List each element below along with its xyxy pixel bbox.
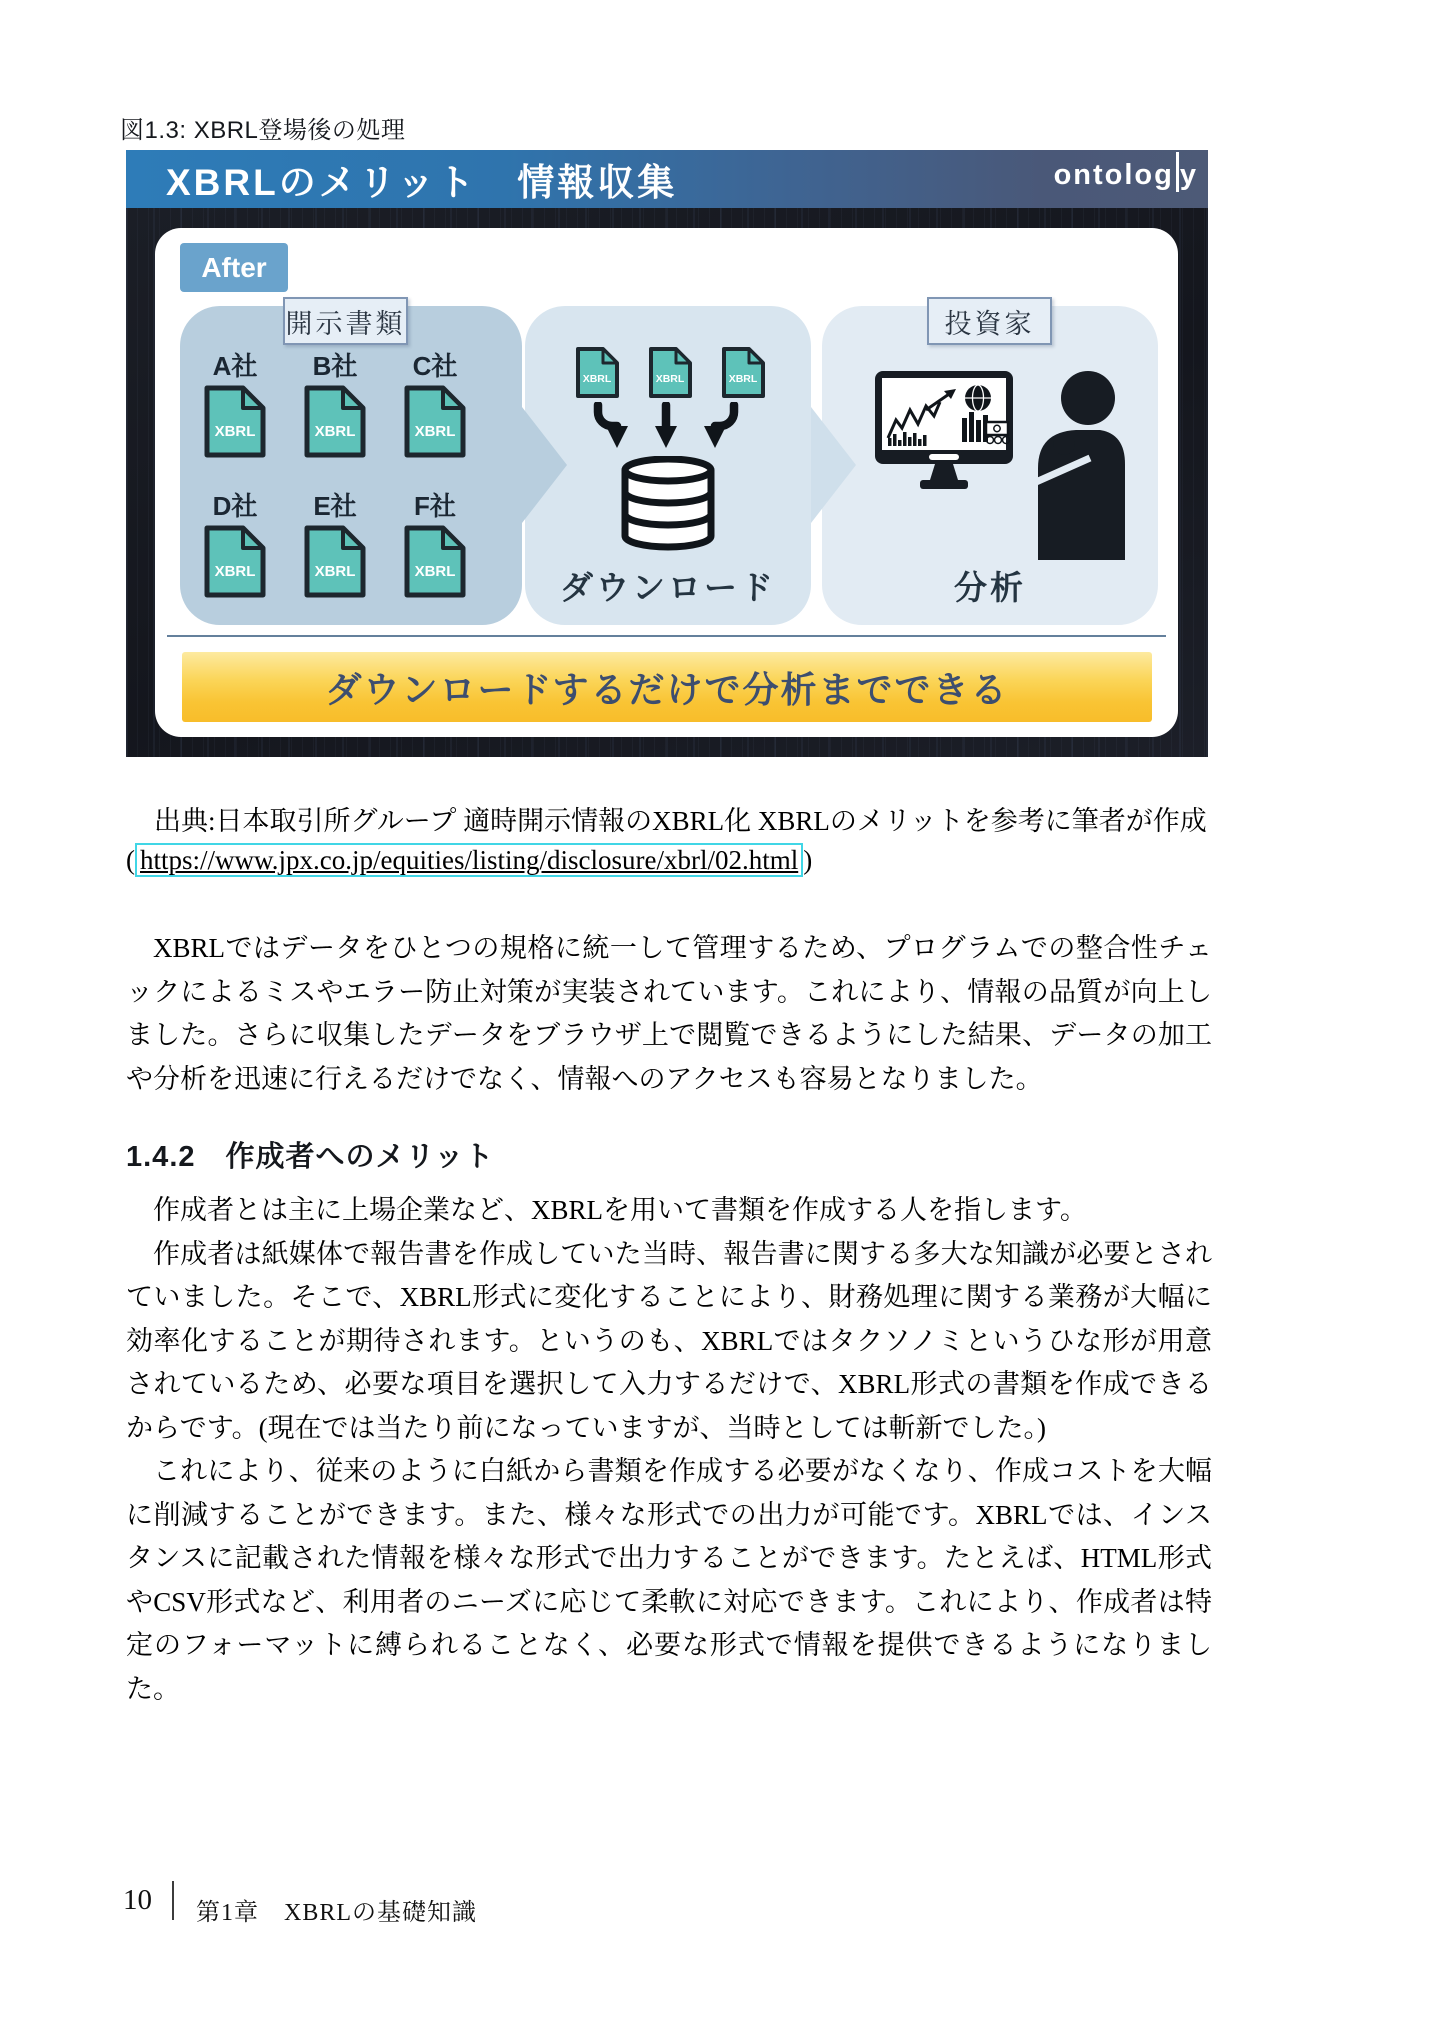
company-label: A社 — [212, 351, 258, 381]
figure-caption: 図1.3: XBRL登場後の処理 — [120, 117, 406, 144]
analysis-panel — [822, 306, 1158, 625]
xbrl-document-icon — [303, 384, 367, 459]
download-panel — [525, 306, 811, 625]
figure-xbrl-merit — [126, 150, 1208, 757]
footer-chapter: 第1章 XBRLの基礎知識 — [196, 1900, 478, 1926]
disclosure-label-box: 開示書類 — [283, 297, 408, 345]
svg-text:XBRL: XBRL — [214, 563, 256, 580]
monitor-chart-icon — [874, 370, 1014, 494]
download-label: ダウンロード — [560, 569, 776, 606]
company-doc-group — [403, 351, 467, 459]
xbrl-document-icon — [403, 384, 467, 459]
body-block — [126, 927, 1212, 1101]
ontology-logo: ontolog y — [1054, 152, 1198, 192]
divider — [167, 635, 1166, 637]
after-badge: After — [180, 243, 288, 292]
figure-banner-title: XBRLのメリット 情報収集 — [166, 162, 678, 203]
chevron-right-icon — [522, 407, 567, 523]
company-doc-group — [303, 351, 367, 459]
svg-text:XBRL: XBRL — [655, 373, 685, 385]
logo-bar-decoration — [1176, 152, 1179, 192]
body-paragraph: 作成者は紙媒体で報告書を作成していた当時、報告書に関する多大な知識が必要とされていました。そこで、XBRL形式に変化することにより、財務処理に関する業務が大幅に効率化することが期待されます。というのも、XBRLではタクソノミというひな形が用意されているため、必要な項目を選択して入力するだけで、XBRL形式の書類を作成できるからです。(現在では当たり前になっていますが、当時としては斬新でした。) — [126, 1238, 1212, 1443]
section-title: 作成者へのメリット — [225, 1141, 495, 1173]
citation-link[interactable]: https://www.jpx.co.jp/equities/listing/disclosure/xbrl/02.html — [135, 843, 803, 877]
database-icon — [618, 456, 718, 556]
xbrl-document-icon — [203, 524, 267, 599]
company-doc-group — [203, 351, 267, 459]
company-doc-group — [303, 491, 367, 599]
xbrl-document-icon — [303, 524, 367, 599]
company-doc-group — [203, 491, 267, 599]
svg-text:XBRL: XBRL — [582, 373, 612, 385]
company-label: E社 — [313, 491, 357, 521]
figure-header-banner — [126, 150, 1208, 208]
company-doc-group — [403, 491, 467, 599]
highlight-banner: ダウンロードするだけで分析までできる — [182, 652, 1152, 722]
chevron-right-icon — [811, 407, 856, 523]
citation-text: 出典:日本取引所グループ 適時開示情報のXBRL化 XBRLのメリットを参考に筆者が作成 — [154, 806, 1207, 836]
investor-label-box: 投資家 — [927, 297, 1052, 345]
xbrl-mini-doc-icon — [721, 346, 766, 404]
company-label: D社 — [212, 491, 258, 521]
svg-text:XBRL: XBRL — [214, 423, 256, 440]
section-number: 1.4.2 — [126, 1141, 196, 1173]
diagram-panel — [155, 228, 1178, 737]
merge-arrows-icon — [558, 402, 774, 462]
disclosure-docs-panel — [180, 306, 522, 625]
body-block — [126, 1189, 1212, 1711]
company-label: B社 — [312, 351, 358, 381]
analyst-person-icon — [1030, 370, 1126, 560]
svg-text:XBRL: XBRL — [414, 423, 456, 440]
xbrl-mini-doc-icon — [575, 346, 620, 404]
company-label: C社 — [412, 351, 458, 381]
xbrl-document-icon — [403, 524, 467, 599]
company-label: F社 — [414, 491, 456, 521]
xbrl-mini-doc-icon — [648, 346, 693, 404]
analysis-label: 分析 — [954, 569, 1026, 606]
svg-text:XBRL: XBRL — [314, 563, 356, 580]
svg-text:XBRL: XBRL — [414, 563, 456, 580]
svg-text:XBRL: XBRL — [314, 423, 356, 440]
body-paragraph: これにより、従来のように白紙から書類を作成する必要がなくなり、作成コストを大幅に削減することができます。また、様々な形式での出力が可能です。XBRLでは、インスタンスに記載された情報を様々な形式で出力することができます。たとえば、HTML形式やCSV形式など、利用者のニーズに応じて柔軟に対応できます。これにより、作成者は特定のフォーマットに縛られることなく、必要な形式で情報を提供できるようになりました。 — [126, 1456, 1212, 1704]
section-heading — [126, 1134, 494, 1175]
citation-url-line: ( https://www.jpx.co.jp/equities/listing/disclosure/xbrl/02.html ) — [126, 845, 813, 875]
body-paragraph: 作成者とは主に上場企業など、XBRLを用いて書類を作成する人を指します。 — [153, 1195, 1087, 1225]
body-paragraph: XBRLではデータをひとつの規格に統一して管理するため、プログラムでの整合性チェックによるミスやエラー防止対策が実装されています。これにより、情報の品質が向上しました。さらに収集したデータをブラウザ上で閲覧できるようにした結果、データの加工や分析を迅速に行えるだけでなく、情報へのアクセスも容易となりました。 — [126, 933, 1212, 1094]
footer-divider — [172, 1881, 174, 1920]
footer-page-number: 10 — [123, 1884, 152, 1916]
svg-text:XBRL: XBRL — [728, 373, 758, 385]
xbrl-document-icon — [203, 384, 267, 459]
figure-dark-backdrop — [126, 208, 1208, 757]
